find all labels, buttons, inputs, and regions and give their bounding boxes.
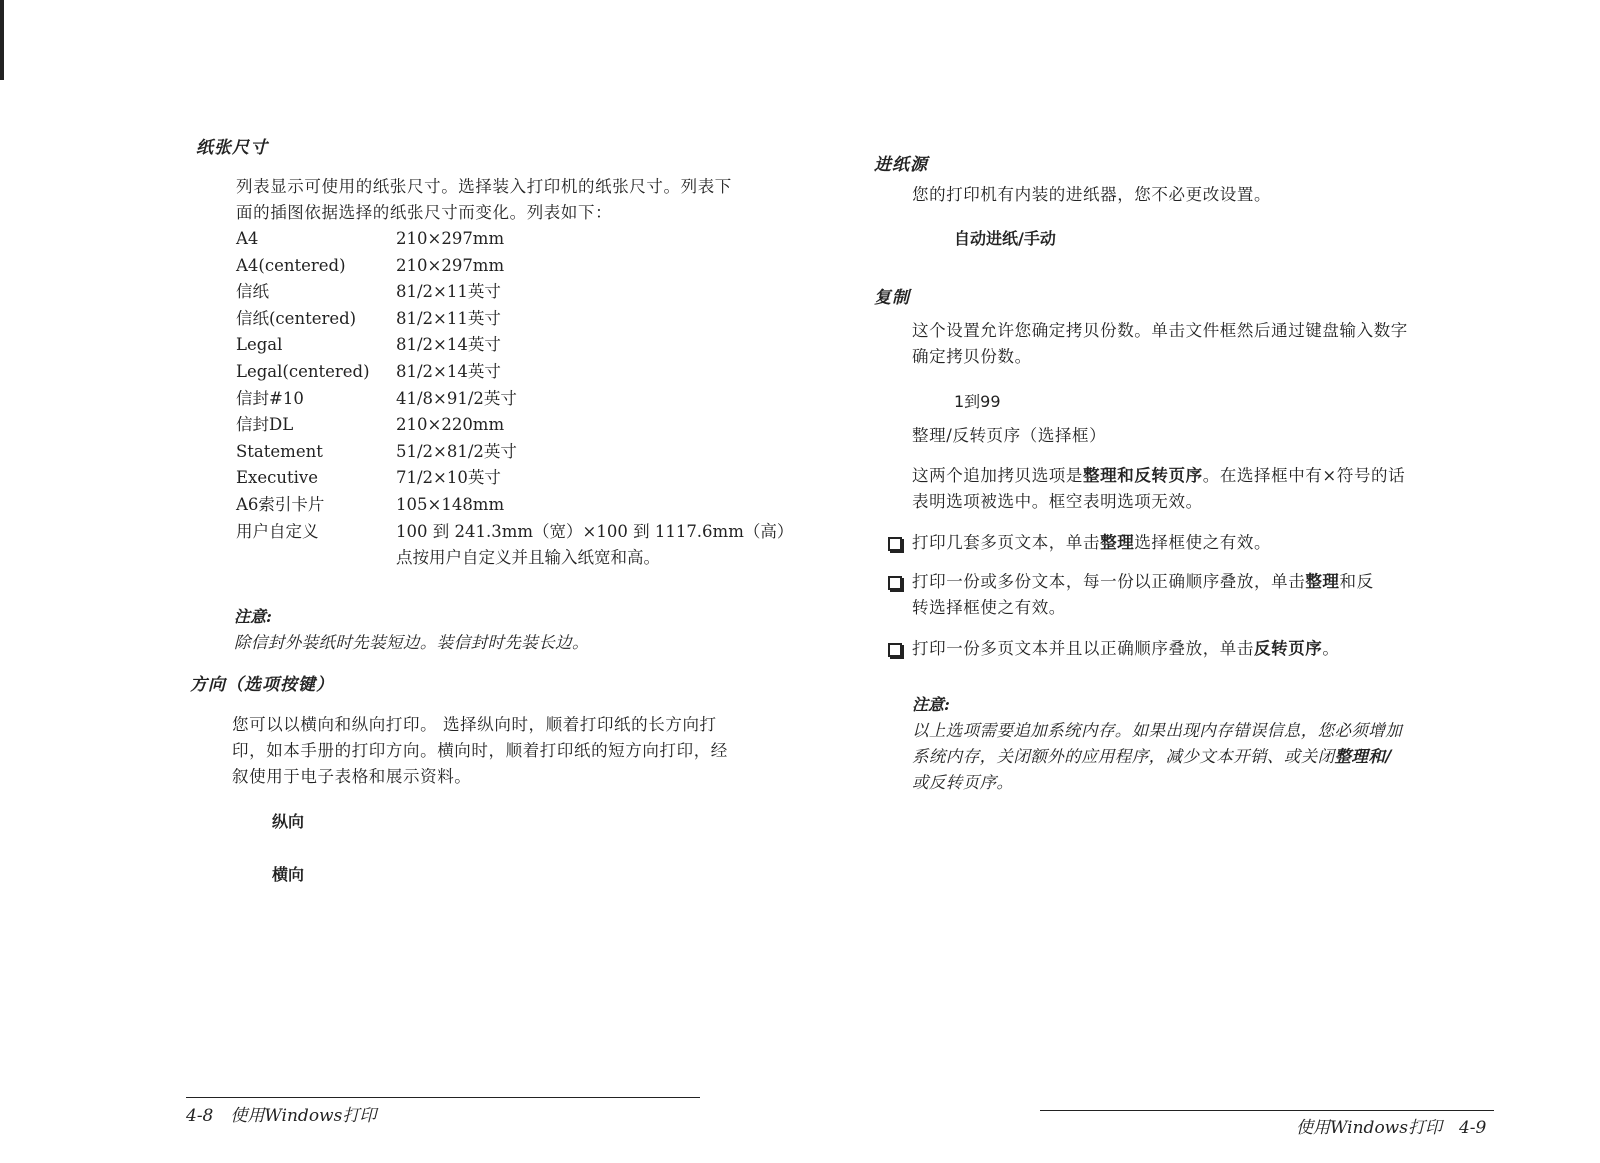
orientation-body xyxy=(232,712,802,790)
paper-size-value-line: 210×297mm xyxy=(396,255,505,275)
paper-size-value-line: 81/2×14英寸 xyxy=(396,361,501,381)
check-item-collate: 打印几套多页文本，单击整理选择框使之有效。 xyxy=(912,530,1492,556)
paper-size-name: Legal xyxy=(236,335,283,355)
checkbox-bullet-icon xyxy=(888,576,902,590)
paper-size-intro-line2: 面的插图依据选择的纸张尺寸而变化。列表如下： xyxy=(236,203,613,222)
paper-size-row xyxy=(236,492,796,519)
orientation-body-line3: 叙使用于电子表格和展示资料。 xyxy=(232,767,472,786)
collate-description-line2: 表明选项被选中。框空表明选项无效。 xyxy=(912,492,1203,511)
copies-heading: 复制 xyxy=(874,288,910,308)
paper-size-value xyxy=(396,439,796,466)
copies-note-text xyxy=(912,718,1502,796)
paper-size-table xyxy=(236,226,796,571)
paper-size-value-line: 81/2×11英寸 xyxy=(396,282,501,302)
copies-range: 1到99 xyxy=(954,392,1001,411)
orientation-body-line1: 您可以以横向和纵向打印。 选择纵向时，顺着打印纸的长方向打 xyxy=(232,715,717,734)
copies-body-line1: 这个设置允许您确定拷贝份数。单击文件框然后通过键盘输入数字 xyxy=(912,321,1408,340)
paper-size-value-line: 210×297mm xyxy=(396,229,505,248)
paper-size-value xyxy=(396,279,796,306)
option-landscape: 横向 xyxy=(272,865,305,884)
orientation-heading: 方向（选项按键） xyxy=(190,675,334,695)
check-item-collate-reverse: 打印一份或多份文本，每一份以正确顺序叠放，单击整理和反 转选择框使之有效。 xyxy=(912,569,1492,621)
copies-note-line2: 系统内存，关闭额外的应用程序，减少文本开销、或关闭整理和/ xyxy=(912,747,1392,766)
paper-size-name: 信封DL xyxy=(236,415,294,435)
paper-size-name: A4 xyxy=(236,229,259,248)
paper-size-value-line: 81/2×11英寸 xyxy=(396,308,501,328)
paper-size-row xyxy=(236,519,796,571)
paper-size-row xyxy=(236,359,796,386)
paper-size-value xyxy=(396,465,796,492)
collate-description xyxy=(912,463,1492,515)
paper-size-name: Executive xyxy=(236,468,318,488)
paper-size-value-line: 41/8×91/2英寸 xyxy=(396,388,517,408)
copies-body xyxy=(912,318,1492,370)
collate-title: 整理/反转页序（选择框） xyxy=(912,426,1107,445)
paper-size-row xyxy=(236,412,796,439)
paper-size-row xyxy=(236,279,796,306)
paper-size-row xyxy=(236,253,796,280)
left-footer: 4-8 使用Windows打印 xyxy=(186,1106,377,1126)
copies-note-line3: 或反转页序。 xyxy=(912,773,1014,792)
paper-size-name: 用户自定义 xyxy=(236,521,319,541)
paper-size-note-text: 除信封外装纸时先装短边。装信封时先装长边。 xyxy=(234,633,589,652)
paper-size-row xyxy=(236,306,796,333)
copies-note-line1: 以上选项需要追加系统内存。如果出现内存错误信息，您必须增加 xyxy=(912,721,1403,740)
paper-size-value xyxy=(396,519,796,571)
paper-size-name: Legal(centered) xyxy=(236,361,370,381)
paper-size-heading: 纸张尺寸 xyxy=(196,138,268,158)
left-footer-rule xyxy=(186,1097,700,1098)
option-portrait: 纵向 xyxy=(272,812,305,831)
paper-source-option: 自动进纸/手动 xyxy=(954,229,1056,248)
paper-size-value-line: 点按用户自定义并且输入纸宽和高。 xyxy=(396,547,660,567)
paper-size-intro-line1: 列表显示可使用的纸张尺寸。选择装入打印机的纸张尺寸。列表下 xyxy=(236,177,732,196)
paper-size-value-line: 81/2×14英寸 xyxy=(396,335,501,355)
paper-size-row xyxy=(236,386,796,413)
checkbox-bullet-icon xyxy=(888,537,902,551)
paper-size-value xyxy=(396,306,796,333)
copies-note-label: 注意: xyxy=(912,695,950,714)
paper-size-name: 信纸 xyxy=(236,282,269,302)
paper-size-name: Statement xyxy=(236,441,323,461)
paper-size-row xyxy=(236,465,796,492)
paper-size-value-line: 105×148mm xyxy=(396,494,505,514)
copies-body-line2: 确定拷贝份数。 xyxy=(912,347,1032,366)
paper-size-row xyxy=(236,439,796,466)
paper-source-heading: 进纸源 xyxy=(874,155,928,175)
paper-size-value xyxy=(396,492,796,519)
paper-size-name: 信纸(centered) xyxy=(236,308,357,328)
check-item-reverse: 打印一份多页文本并且以正确顺序叠放，单击反转页序。 xyxy=(912,636,1492,662)
paper-size-value-line: 210×220mm xyxy=(396,415,505,435)
right-footer-rule xyxy=(1040,1110,1494,1111)
paper-source-body: 您的打印机有内装的进纸器，您不必更改设置。 xyxy=(912,185,1272,204)
orientation-body-line2: 印，如本手册的打印方向。横向时，顺着打印纸的短方向打印，经 xyxy=(232,741,728,760)
paper-size-name: A4(centered) xyxy=(236,255,346,275)
paper-size-value-line: 71/2×10英寸 xyxy=(396,468,501,488)
paper-size-intro xyxy=(236,174,796,226)
paper-size-note-label: 注意: xyxy=(234,607,272,626)
paper-size-row xyxy=(236,332,796,359)
collate-description-line1: 这两个追加拷贝选项是整理和反转页序。在选择框中有×符号的话 xyxy=(912,466,1406,485)
paper-size-value xyxy=(396,359,796,386)
paper-size-row xyxy=(236,226,796,253)
checkbox-bullet-icon xyxy=(888,643,902,657)
paper-size-value xyxy=(396,332,796,359)
paper-size-name: A6索引卡片 xyxy=(236,494,325,514)
paper-size-value-line: 100 到 241.3mm（宽）×100 到 1117.6mm（高） xyxy=(396,521,794,541)
paper-size-value xyxy=(396,412,796,439)
paper-size-value-line: 51/2×81/2英寸 xyxy=(396,441,517,461)
paper-size-value xyxy=(396,386,796,413)
paper-size-value xyxy=(396,253,796,280)
right-footer: 使用Windows打印 4-9 xyxy=(1296,1118,1487,1138)
paper-size-value xyxy=(396,226,796,253)
paper-size-name: 信封#10 xyxy=(236,388,304,408)
